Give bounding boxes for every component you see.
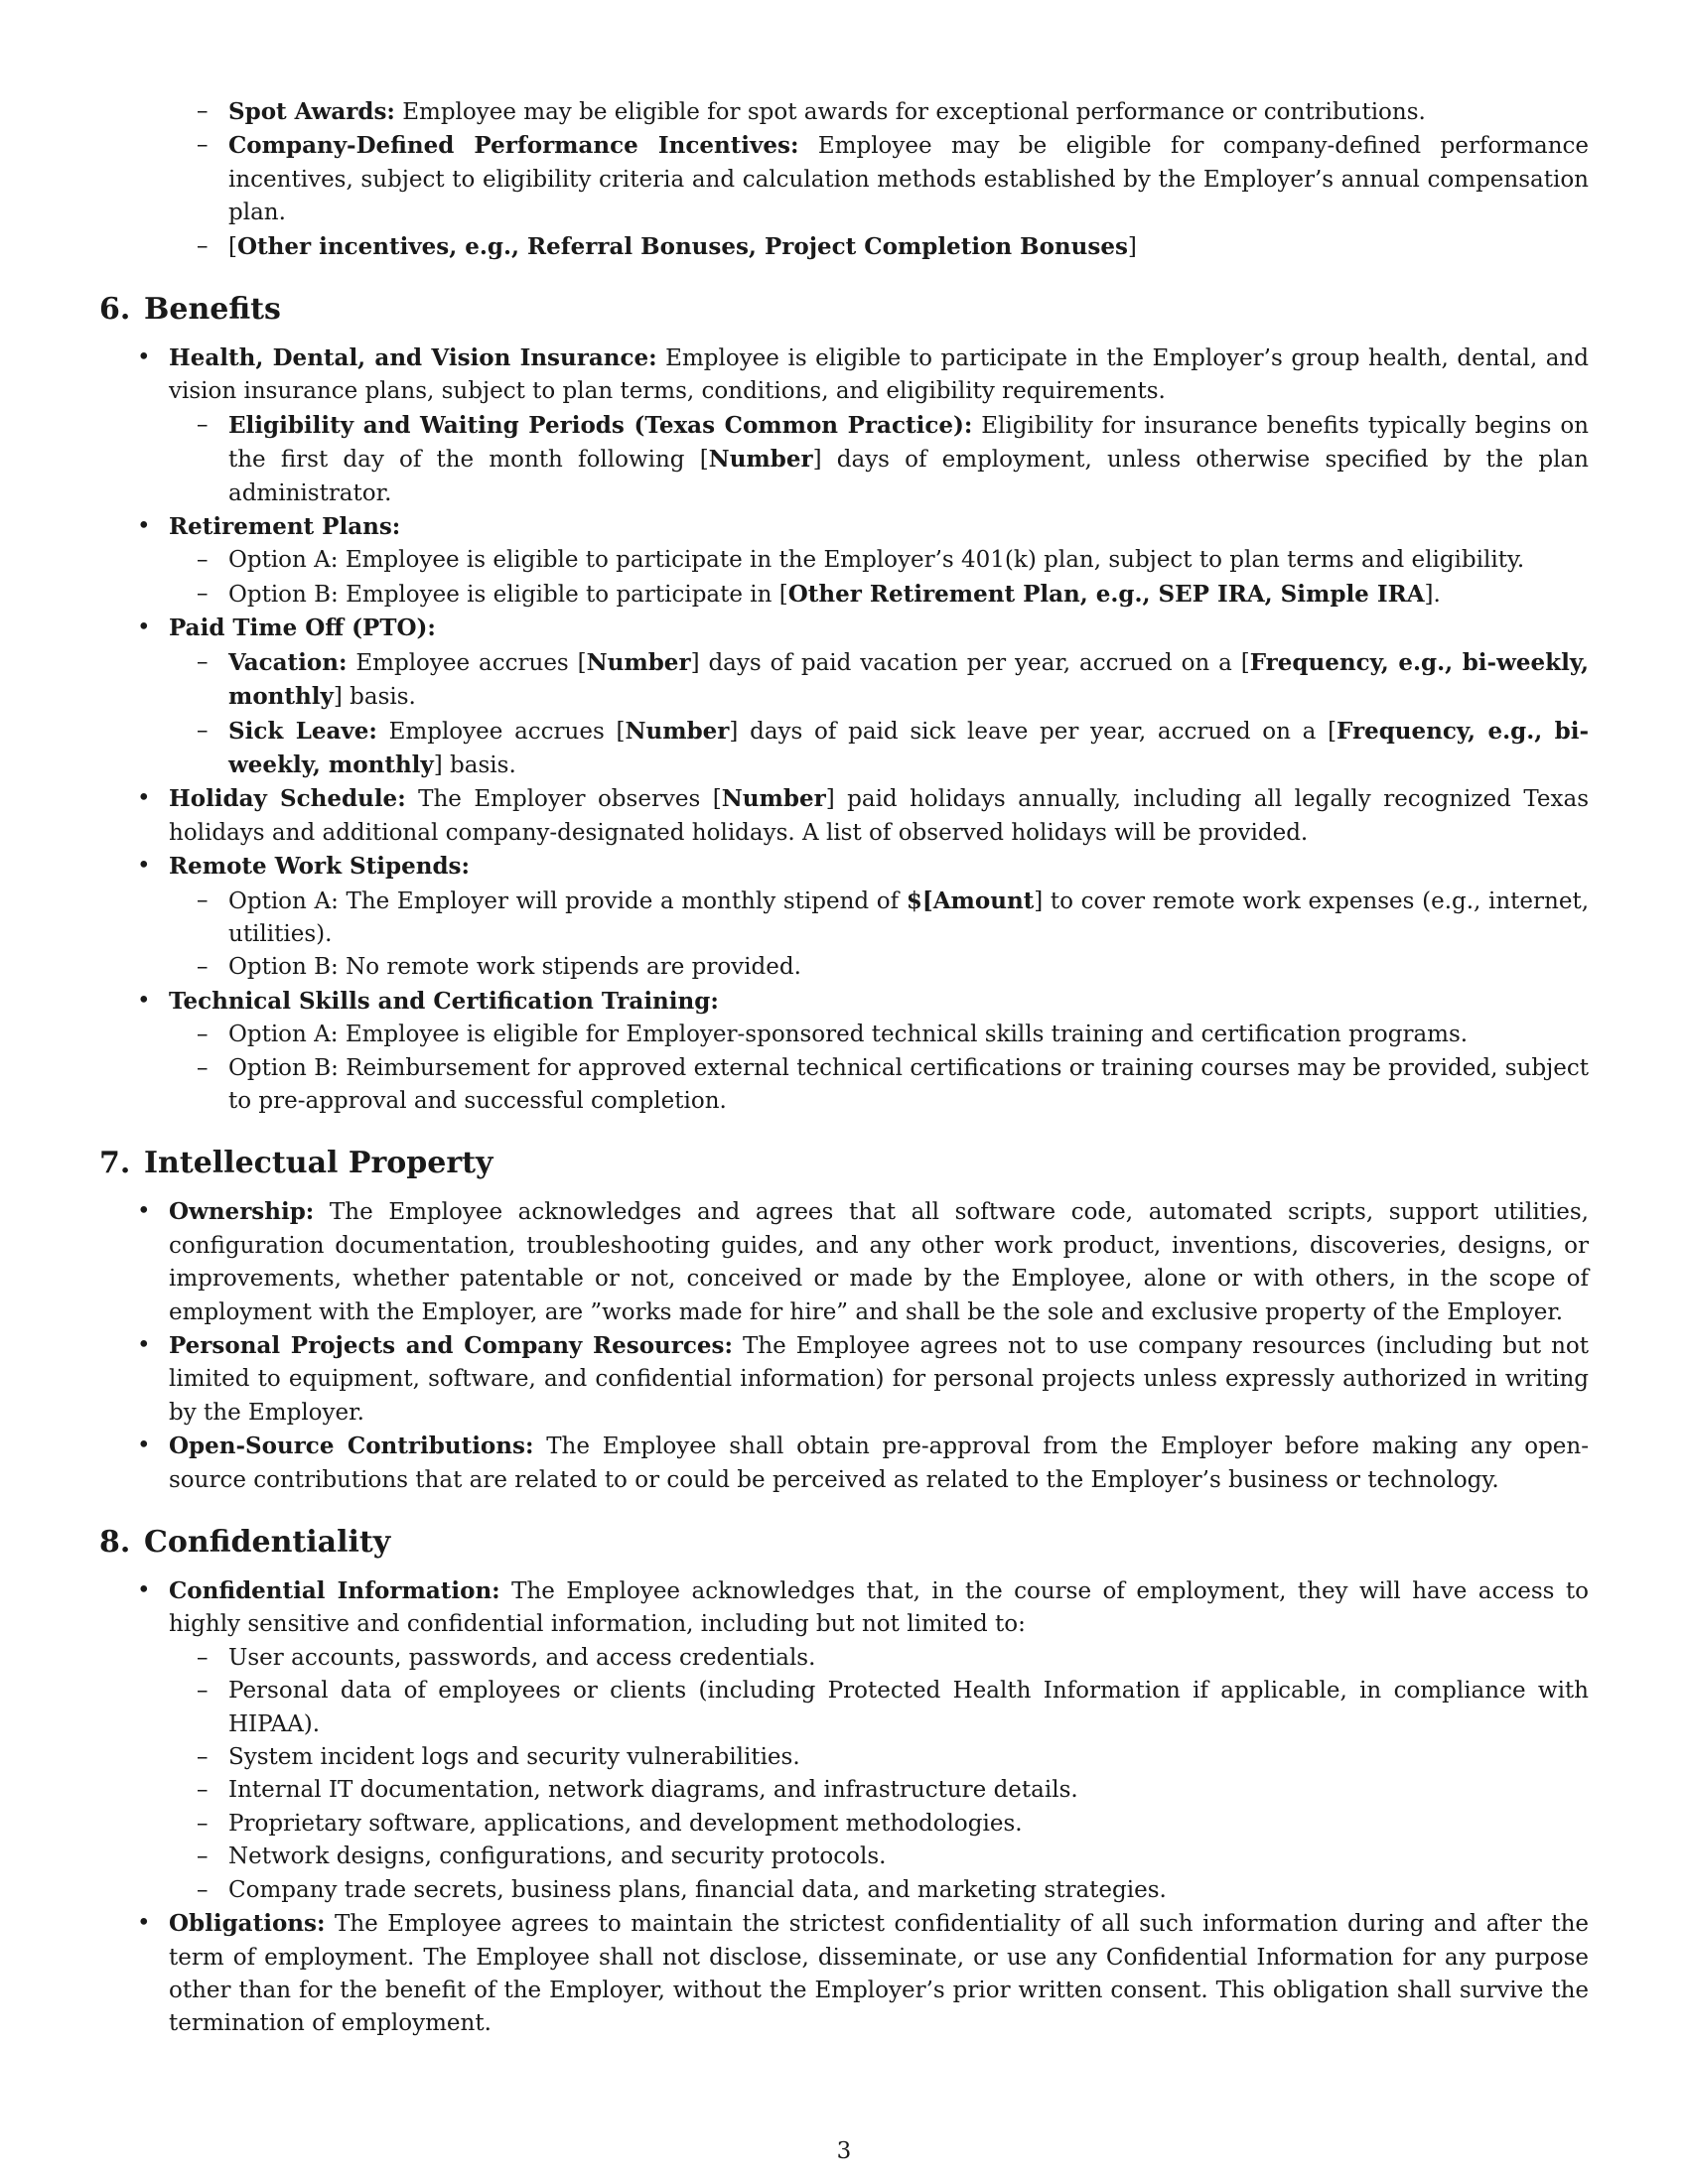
list-item: • Obligations: The Employee agrees to maintain the strictest confidentiality of all such information during and after the term of employment. The Employee shall not disclose, disseminate, or use any Confidential Information for any purpose other than for the benefit of the Employer, without the Employer’s prior written consent. This obligation shall survive the termination of employment. (169, 1907, 1589, 2041)
dash-marker: – (197, 547, 209, 574)
list-item: – Internal IT documentation, network diagrams, and infrastructure details. (228, 1774, 1589, 1807)
bullet-marker: • (137, 1910, 151, 1937)
dash-marker: – (197, 1843, 209, 1870)
dash-marker: – (197, 648, 209, 675)
bullet-marker: • (137, 344, 151, 371)
dash-marker: – (197, 1644, 209, 1671)
list-item: • Holiday Schedule: The Employer observes [Number] paid holidays annually, including all legally recognized Texas holidays and additional company-designated holidays. A list of observed holidays will be provided. (169, 782, 1589, 850)
list-item: • Open-Source Contributions: The Employee shall obtain pre-approval from the Employer before making any open-source contributions that are related to or could be perceived as related to the Employer’s business or technology. (169, 1430, 1589, 1497)
dash-marker: – (197, 132, 209, 159)
document-page (99, 95, 1589, 2041)
bullet-marker: • (137, 785, 151, 812)
dash-marker: – (197, 580, 209, 607)
list-item: • Confidential Information: The Employee acknowledges that, in the course of employment, they will have access to highly sensitive and confidential information, including but not limited to: (169, 1574, 1589, 1642)
list-item: – Spot Awards: Employee may be eligible for spot awards for exceptional performance or contributions. (228, 95, 1589, 129)
list-item: • Ownership: The Employee acknowledges and agrees that all software code, automated scripts, support utilities, configuration documentation, troubleshooting guides, and any other work product, inventions, discoveries, designs, or improvements, whether patentable or not, conceived or made by the Employee, alone or with others, in the scope of employment with the Employer, are ”works made for hire” and shall be the sole and exclusive property of the Employer. (169, 1195, 1589, 1329)
section-heading-benefits: 6. Benefits (99, 292, 281, 328)
dash-marker: – (197, 717, 209, 744)
dash-marker: – (197, 232, 209, 259)
dash-marker: – (197, 1744, 209, 1771)
dash-marker: – (197, 1678, 209, 1705)
list-item: – Sick Leave: Employee accrues [Number] days of paid sick leave per year, accrued on a [Frequency, e.g., bi-weekly, monthly] basis. (228, 715, 1589, 783)
dash-marker: – (197, 1876, 209, 1903)
list-item: • Remote Work Stipends: (169, 850, 1589, 884)
dash-marker: – (197, 98, 209, 124)
list-item: – User accounts, passwords, and access credentials. (228, 1642, 1589, 1675)
dash-marker: – (197, 887, 209, 913)
bullet-marker: • (137, 1577, 151, 1604)
list-item: • Personal Projects and Company Resources: The Employee agrees not to use company resources (including but not limited to equipment, software, and confidential information) for personal projects unless expressly authorized in writing by the Employer. (169, 1329, 1589, 1430)
list-item: – Eligibility and Waiting Periods (Texas Common Practice): Eligibility for insurance benefits typically begins on the first day of the month following [Number] days of employment, unless otherwise specified by the plan administrator. (228, 409, 1589, 510)
bullet-marker: • (137, 614, 151, 641)
dash-marker: – (197, 1054, 209, 1081)
section-heading-intellectual-property: 7. Intellectual Property (99, 1146, 493, 1181)
page-number: 3 (836, 2138, 852, 2164)
list-item: – Option A: The Employer will provide a monthly stipend of $[Amount] to cover remote work expenses (e.g., internet, utilities). (228, 885, 1589, 952)
list-item: • Paid Time Off (PTO): (169, 612, 1589, 645)
list-item: – Company trade secrets, business plans, financial data, and marketing strategies. (228, 1874, 1589, 1907)
dash-marker: – (197, 411, 209, 438)
dash-marker: – (197, 1777, 209, 1804)
list-item: • Technical Skills and Certification Training: (169, 985, 1589, 1019)
bullet-marker: • (137, 987, 151, 1014)
list-item: – Option B: No remote work stipends are provided. (228, 951, 1589, 984)
bullet-marker: • (137, 513, 151, 540)
list-item: – [Other incentives, e.g., Referral Bonuses, Project Completion Bonuses] (228, 230, 1589, 264)
list-item: – Company-Defined Performance Incentives: Employee may be eligible for company-defined performance incentives, subject to eligibility criteria and calculation methods established by the Employer’s annual compensation plan. (228, 129, 1589, 229)
list-item: – Personal data of employees or clients (including Protected Health Information if applicable, in compliance with HIPAA). (228, 1675, 1589, 1741)
list-item: • Retirement Plans: (169, 510, 1589, 544)
list-item: – Vacation: Employee accrues [Number] days of paid vacation per year, accrued on a [Frequency, e.g., bi-weekly, monthly] basis. (228, 646, 1589, 715)
dash-marker: – (197, 1022, 209, 1048)
bullet-marker: • (137, 1332, 151, 1358)
bullet-marker: • (137, 853, 151, 880)
list-item: – Option B: Reimbursement for approved external technical certifications or training courses may be provided, subject to pre-approval and successful completion. (228, 1052, 1589, 1119)
bullet-marker: • (137, 1198, 151, 1225)
dash-marker: – (197, 1810, 209, 1837)
list-item: – Option A: Employee is eligible for Employer-sponsored technical skills training and certification programs. (228, 1019, 1589, 1051)
list-item: – Proprietary software, applications, and development methodologies. (228, 1808, 1589, 1841)
list-item: – System incident logs and security vulnerabilities. (228, 1741, 1589, 1774)
list-item: – Network designs, configurations, and security protocols. (228, 1841, 1589, 1873)
bullet-marker: • (137, 1433, 151, 1459)
list-item: • Health, Dental, and Vision Insurance: Employee is eligible to participate in the Employer’s group health, dental, and vision insurance plans, subject to plan terms, conditions, and eligibility requirements. (169, 341, 1589, 409)
list-item: – Option B: Employee is eligible to participate in [Other Retirement Plan, e.g., SEP IRA, Simple IRA]. (228, 578, 1589, 612)
dash-marker: – (197, 954, 209, 981)
list-item: – Option A: Employee is eligible to participate in the Employer’s 401(k) plan, subject to plan terms and eligibility. (228, 544, 1589, 577)
section-heading-confidentiality: 8. Confidentiality (99, 1525, 391, 1561)
